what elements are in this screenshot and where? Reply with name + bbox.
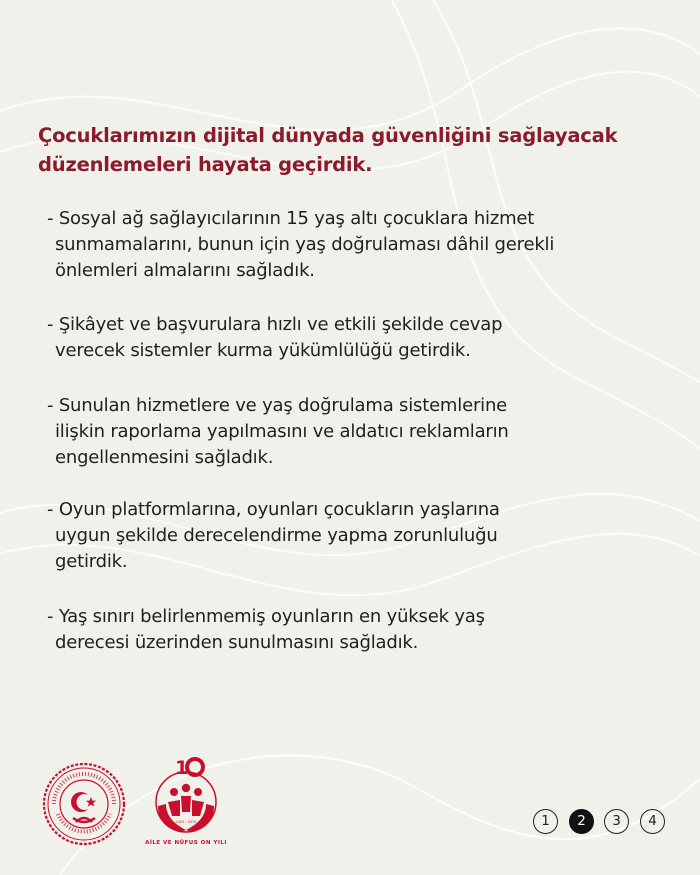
list-item-line: ilişkin raporlama yapılmasını ve aldatıcı reklamların bbox=[55, 421, 509, 442]
page-4-button[interactable]: 4 bbox=[640, 809, 665, 834]
list-item-line: - Sunulan hizmetlere ve yaş doğrulama sistemlerine bbox=[47, 395, 508, 416]
ministry-seal-icon bbox=[42, 762, 126, 846]
list-item-line: - Oyun platformlarına, oyunları çocukların yaşlarına bbox=[47, 499, 500, 520]
list-item-line: - Sosyal ağ sağlayıcılarının 15 yaş altı çocuklara hizmet bbox=[47, 208, 535, 229]
svg-text:AİLE VE NÜFUS ON YILI: AİLE VE NÜFUS ON YILI bbox=[145, 840, 227, 846]
list-item-line: uygun şekilde derecelendirme yapma zorunluluğu bbox=[55, 525, 498, 546]
list-item bbox=[47, 206, 687, 284]
heading-line-2: düzenlemeleri hayata geçirdik. bbox=[38, 153, 373, 176]
list-item bbox=[47, 393, 687, 471]
heading-line-1: Çocuklarımızın dijital dünyada güvenliğini sağlayacak bbox=[38, 124, 618, 147]
list-item bbox=[47, 497, 687, 575]
list-item-line: önlemleri almalarını sağladık. bbox=[55, 260, 315, 281]
list-item bbox=[47, 604, 687, 656]
list-item-line: getirdik. bbox=[55, 551, 128, 572]
list-item-line: derecesi üzerinden sunulmasını sağladık. bbox=[55, 632, 419, 653]
svg-text:1: 1 bbox=[175, 757, 189, 779]
list-item-line: - Yaş sınırı belirlenmemiş oyunların en yüksek yaş bbox=[47, 606, 485, 627]
family-year-logo-icon bbox=[144, 754, 228, 850]
list-item-line: engellenmesini sağladık. bbox=[55, 447, 274, 468]
page-heading bbox=[38, 121, 658, 179]
page-2-button[interactable]: 2 bbox=[569, 809, 594, 834]
list-item-line: sunmamalarını, bunun için yaş doğrulaması dâhil gerekli bbox=[55, 234, 555, 255]
page-1-button[interactable]: 1 bbox=[533, 809, 558, 834]
list-item bbox=[47, 312, 687, 364]
page-3-button[interactable]: 3 bbox=[604, 809, 629, 834]
list-item-line: - Şikâyet ve başvurulara hızlı ve etkili şekilde cevap bbox=[47, 314, 503, 335]
list-item-line: verecek sistemler kurma yükümlülüğü getirdik. bbox=[55, 340, 471, 361]
svg-text:2025 - 2035: 2025 - 2035 bbox=[175, 820, 197, 824]
